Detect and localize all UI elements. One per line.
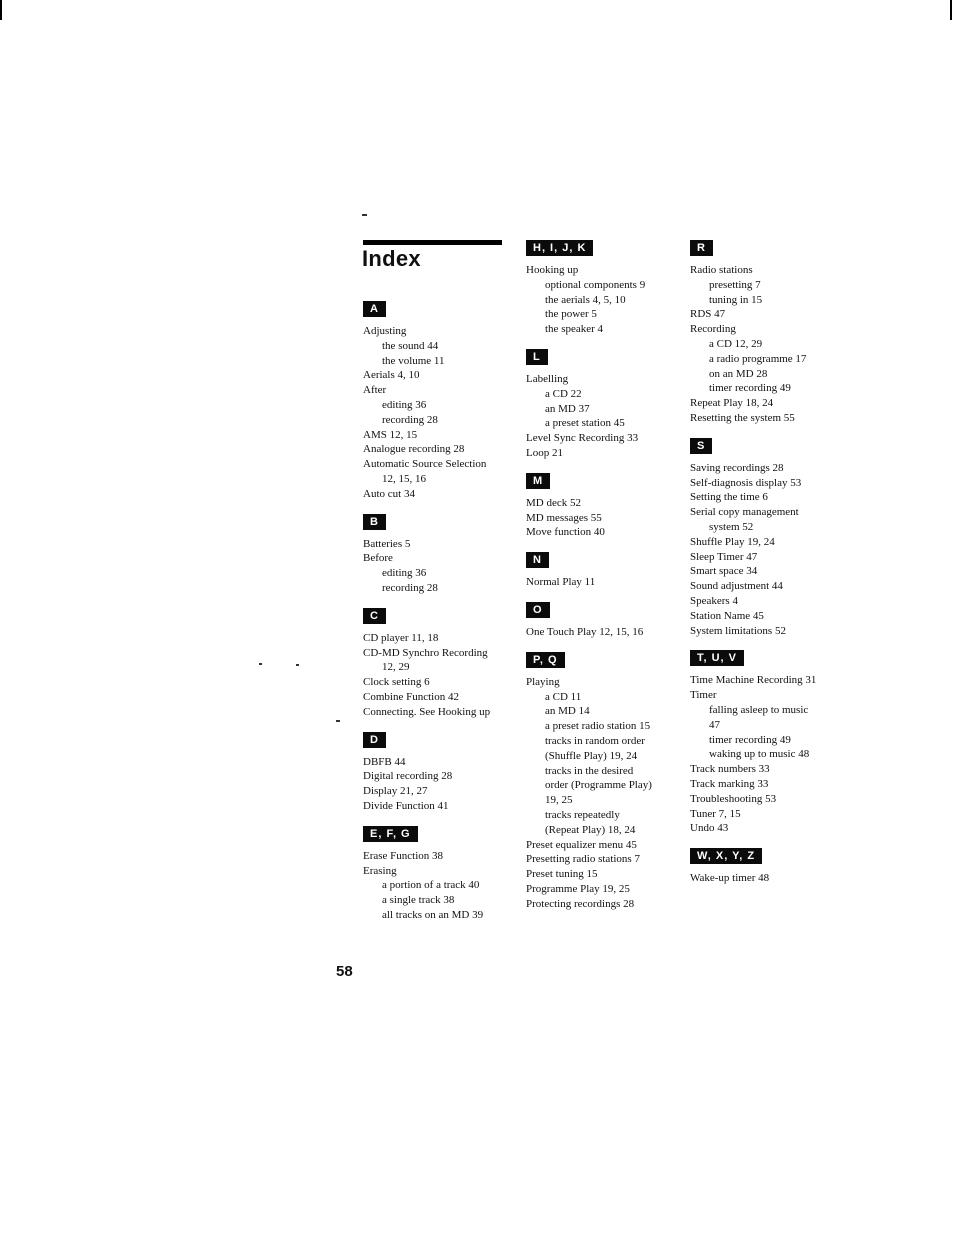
- index-subentry: tracks repeatedly: [545, 808, 620, 821]
- index-subentry: on an MD 28: [709, 367, 768, 380]
- index-entry: Programme Play 19, 25: [526, 882, 630, 895]
- index-subentry: a single track 38: [382, 894, 455, 907]
- index-entry: Smart space 34: [690, 565, 758, 578]
- index-entry: Protecting recordings 28: [526, 897, 635, 910]
- section-letter-badge: B: [363, 514, 386, 530]
- index-entry: System limitations 52: [690, 624, 786, 637]
- scan-edge-mark: [950, 0, 952, 20]
- index-entry: Normal Play 11: [526, 576, 596, 589]
- index-entry: Setting the time 6: [690, 491, 768, 504]
- index-entry: One Touch Play 12, 15, 16: [526, 625, 644, 638]
- index-entry: Display 21, 27: [363, 785, 428, 798]
- index-subentry: a CD 11: [545, 690, 582, 703]
- index-entry: After: [363, 384, 387, 397]
- index-entry: Level Sync Recording 33: [526, 432, 639, 445]
- section-letter-badge: W, X, Y, Z: [690, 848, 762, 864]
- index-entry: Erasing: [363, 864, 397, 877]
- index-section: [526, 552, 691, 590]
- index-section: [363, 608, 528, 720]
- index-entry: Loop 21: [526, 446, 563, 459]
- index-entry: Track marking 33: [690, 777, 769, 790]
- index-entry: Track numbers 33: [690, 763, 770, 776]
- index-subentry: the volume 11: [382, 354, 445, 367]
- index-subentry: all tracks on an MD 39: [382, 908, 484, 921]
- index-subentry: 47: [709, 718, 720, 731]
- scan-speck: [259, 663, 262, 665]
- index-entry: Aerials 4, 10: [363, 369, 420, 382]
- index-entry: Analogue recording 28: [363, 443, 465, 456]
- index-subentry: falling asleep to music: [709, 703, 809, 716]
- index-entry: Station Name 45: [690, 609, 764, 622]
- section-letter-badge: M: [526, 473, 550, 489]
- page-title: Index: [362, 246, 421, 271]
- index-section: [526, 652, 691, 912]
- index-entry: Presetting radio stations 7: [526, 853, 640, 866]
- index-entry: Repeat Play 18, 24: [690, 397, 774, 410]
- index-entry: RDS 47: [690, 308, 726, 321]
- index-section: [690, 438, 855, 639]
- index-subentry: a portion of a track 40: [382, 879, 480, 892]
- section-letter-badge: L: [526, 349, 548, 365]
- index-entry: Clock setting 6: [363, 676, 430, 689]
- index-subentry: system 52: [709, 520, 754, 533]
- section-letter-badge: T, U, V: [690, 650, 744, 666]
- section-letter-badge: C: [363, 608, 386, 624]
- index-subentry: the aerials 4, 5, 10: [545, 293, 626, 306]
- index-entry: Erase Function 38: [363, 849, 444, 862]
- index-entry: Auto cut 34: [363, 487, 415, 500]
- index-entry: Saving recordings 28: [690, 461, 784, 474]
- index-entry: Preset tuning 15: [526, 868, 598, 881]
- index-subentry: optional components 9: [545, 278, 646, 291]
- index-entry: Timer: [690, 689, 717, 702]
- index-entry: Troubleshooting 53: [690, 792, 777, 805]
- index-entry: Before: [363, 552, 393, 565]
- index-entry: Serial copy management: [690, 506, 799, 519]
- index-entry: DBFB 44: [363, 755, 406, 768]
- index-entry: Self-diagnosis display 53: [690, 476, 802, 489]
- index-subentry: tracks in random order: [545, 734, 645, 747]
- index-subentry: a preset station 45: [545, 417, 625, 430]
- section-letter-badge: H, I, J, K: [526, 240, 593, 256]
- index-column-1: [363, 301, 528, 923]
- index-entry: CD player 11, 18: [363, 631, 439, 644]
- index-section: [690, 650, 855, 836]
- index-entry: Time Machine Recording 31: [690, 674, 817, 687]
- section-letter-badge: O: [526, 602, 550, 618]
- index-subentry: (Shuffle Play) 19, 24: [545, 749, 638, 762]
- index-section: [363, 732, 528, 814]
- index-entry: Divide Function 41: [363, 799, 449, 812]
- index-section: [526, 349, 691, 461]
- index-subentry: timer recording 49: [709, 733, 791, 746]
- index-entry: AMS 12, 15: [363, 428, 418, 441]
- index-subentry: timer recording 49: [709, 382, 791, 395]
- index-subentry: a CD 22: [545, 387, 582, 400]
- index-entry: Adjusting: [363, 325, 407, 337]
- index-subentry: 12, 15, 16: [382, 472, 426, 485]
- scan-edge-mark: [0, 0, 2, 20]
- section-letter-badge: D: [363, 732, 386, 748]
- index-section: [690, 848, 855, 886]
- index-column-3: [690, 240, 855, 886]
- index-subentry: (Repeat Play) 18, 24: [545, 823, 636, 836]
- index-entry: Automatic Source Selection: [363, 458, 487, 471]
- index-subentry: an MD 37: [545, 402, 590, 415]
- index-entry: Combine Function 42: [363, 690, 459, 703]
- section-letter-badge: P, Q: [526, 652, 565, 668]
- index-section: [363, 301, 528, 502]
- index-section: [690, 240, 855, 426]
- index-section: [363, 514, 528, 596]
- index-entry: Tuner 7, 15: [690, 807, 741, 820]
- index-entry: Recording: [690, 323, 736, 336]
- index-section: [526, 602, 691, 640]
- index-entry: Sleep Timer 47: [690, 550, 758, 563]
- index-subentry: the sound 44: [382, 339, 439, 352]
- index-subentry: editing 36: [382, 398, 427, 411]
- index-entry: Preset equalizer menu 45: [526, 838, 637, 851]
- index-entry: Digital recording 28: [363, 770, 453, 783]
- scan-speck: [296, 664, 299, 666]
- index-subentry: 19, 25: [545, 794, 573, 807]
- index-subentry: presetting 7: [709, 278, 761, 291]
- index-subentry: a CD 12, 29: [709, 337, 763, 350]
- index-subentry: 12, 29: [382, 661, 410, 674]
- index-subentry: the speaker 4: [545, 323, 604, 336]
- index-entry: Undo 43: [690, 822, 729, 835]
- index-subentry: tracks in the desired: [545, 764, 634, 777]
- index-section: [526, 240, 691, 337]
- index-subentry: a radio programme 17: [709, 352, 807, 365]
- page-number: 58: [336, 963, 353, 980]
- index-entry: CD-MD Synchro Recording: [363, 646, 488, 659]
- section-letter-badge: E, F, G: [363, 826, 418, 842]
- section-letter-badge: A: [363, 301, 386, 317]
- index-entry: Radio stations: [690, 264, 753, 276]
- section-letter-badge: S: [690, 438, 712, 454]
- index-column-2: [526, 240, 691, 912]
- index-subentry: tuning in 15: [709, 293, 763, 306]
- index-entry: MD messages 55: [526, 511, 602, 524]
- index-entry: Connecting. See Hooking up: [363, 705, 491, 718]
- index-entry: Labelling: [526, 372, 569, 385]
- index-entry: Shuffle Play 19, 24: [690, 535, 775, 548]
- index-subentry: the power 5: [545, 308, 597, 321]
- index-entry: Speakers 4: [690, 594, 738, 607]
- title-rule: [363, 240, 502, 245]
- index-section: [526, 473, 691, 540]
- section-letter-badge: N: [526, 552, 549, 568]
- index-subentry: an MD 14: [545, 705, 590, 718]
- index-entry: Batteries 5: [363, 537, 411, 550]
- index-subentry: order (Programme Play): [545, 779, 652, 792]
- index-entry: Wake-up timer 48: [690, 872, 770, 885]
- index-entry: Sound adjustment 44: [690, 580, 783, 593]
- scan-speck: [362, 214, 367, 216]
- index-section: [363, 826, 528, 923]
- index-entry: MD deck 52: [526, 496, 581, 509]
- index-subentry: waking up to music 48: [709, 748, 810, 761]
- index-entry: Playing: [526, 675, 560, 688]
- index-entry: Hooking up: [526, 264, 579, 276]
- index-subentry: editing 36: [382, 567, 427, 580]
- index-subentry: recording 28: [382, 581, 438, 594]
- index-entry: Resetting the system 55: [690, 411, 795, 424]
- scan-speck: [336, 720, 340, 722]
- index-subentry: recording 28: [382, 413, 438, 426]
- section-letter-badge: R: [690, 240, 713, 256]
- index-subentry: a preset radio station 15: [545, 720, 651, 733]
- index-entry: Move function 40: [526, 526, 605, 539]
